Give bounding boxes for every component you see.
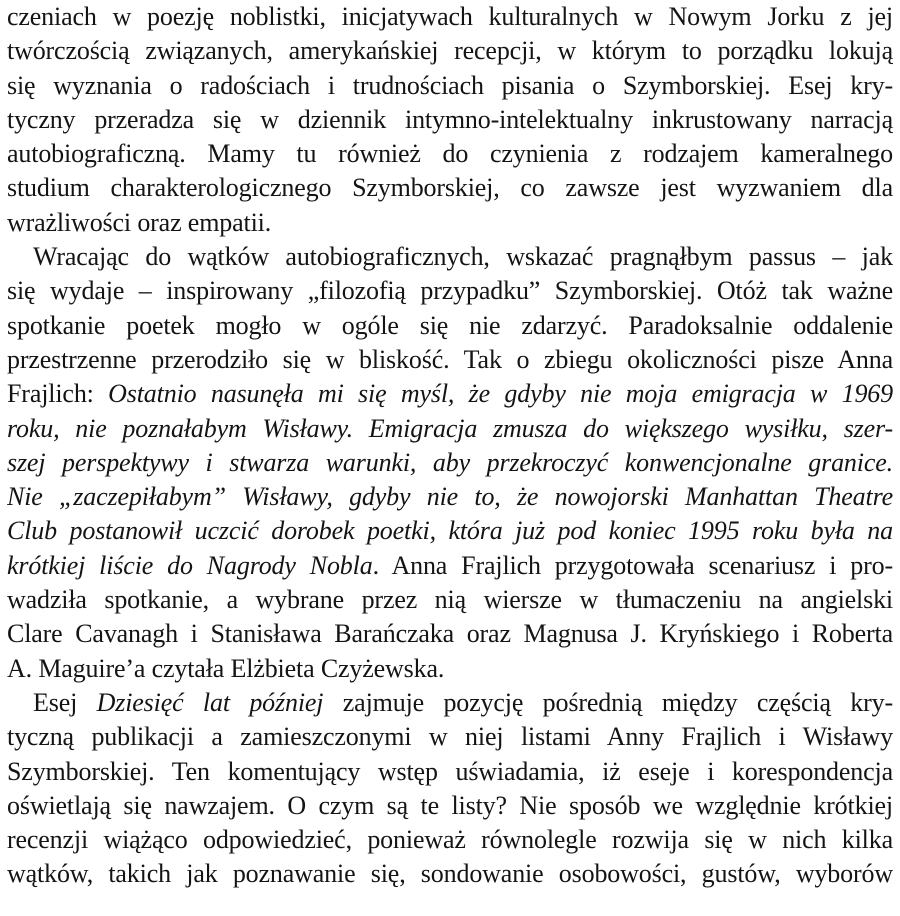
- text-line: oświetlają się nawzajem. O czym są te listy? Nie sposób we względnie krótkiej: [7, 790, 893, 820]
- paragraph-2: [7, 240, 893, 686]
- text-line: [7, 549, 893, 583]
- text-line: Clare Cavanagh i Stanisława Barańczaka oraz Magnusa J. Kryńskiego i Roberta: [7, 619, 893, 649]
- paragraph-3: [7, 686, 893, 892]
- quote-text: Ostatnio nasunęła mi się myśl, że gdyby nie moja emigracja w 1969: [108, 379, 893, 409]
- text-line: recenzji wiążąco odpowiedzieć, ponieważ równolegle rozwija się w nich kilka: [7, 825, 893, 855]
- text-line: tyczną publikacji a zamieszczonymi w niej listami Anny Frajlich i Wisławy: [7, 722, 893, 752]
- quote-text: Nie „zaczepiłabym” Wisławy, gdyby nie to, że nowojorski Manhattan Theatre: [7, 482, 893, 512]
- text-run: Esej: [33, 687, 97, 717]
- quote-text: Club postanowił uczcić dorobek poetki, która już pod koniec 1995 roku była na: [7, 516, 893, 546]
- text-line: [7, 377, 893, 411]
- text-line: się wydaje – inspirowany „filozofią przypadku” Szymborskiej. Otóż tak ważne: [7, 276, 893, 306]
- text-line: tyczny przeradza się w dziennik intymno-intelektualny inkrustowany narracją: [7, 104, 893, 134]
- text-line: A. Maguire’a czytała Elżbieta Czyżewska.: [7, 653, 445, 683]
- text-line: twórczością związanych, amerykańskiej recepcji, w którym to porządku lokują: [7, 36, 893, 66]
- quote-text: krótkiej liście do Nagrody Nobla: [7, 550, 373, 580]
- text-line: wątków, takich jak poznawanie się, sondowanie osobowości, gustów, wyborów: [7, 859, 893, 889]
- text-run: . Anna Frajlich przygotowała scenariusz i pro-: [372, 550, 893, 580]
- text-line: czeniach w poezję noblistki, inicjatywach kulturalnych w Nowym Jorku z jej: [7, 2, 893, 31]
- text-run: zajmuje pozycję pośrednią między częścią kry-: [323, 687, 893, 717]
- quote-text: roku, nie poznałabym Wisławy. Emigracja zmusza do większego wysiłku, szer-: [7, 413, 893, 443]
- essay-title: Dziesięć lat później: [96, 687, 324, 717]
- quote-text: szej perspektywy i stwarza warunki, aby przekroczyć konwencjonalne granice.: [7, 447, 893, 477]
- text-line: [7, 480, 893, 514]
- text-line: się wyznania o radościach i trudnościach pisania o Szymborskiej. Esej kry-: [7, 70, 893, 100]
- text-line: spotkanie poetek mogło w ogóle się nie zdarzyć. Paradoksalnie oddalenie: [7, 310, 893, 340]
- text-line: [7, 514, 893, 548]
- text-line: studium charakterologicznego Szymborskiej, co zawsze jest wyzwaniem dla: [7, 173, 893, 203]
- paragraph-1: [7, 0, 893, 240]
- text-line: przestrzenne przerodziło się w bliskość. Tak o zbiegu okoliczności pisze Anna: [7, 344, 893, 374]
- text-run: Frajlich:: [7, 379, 109, 409]
- document-page: [7, 0, 893, 892]
- text-line: wadziła spotkanie, a wybrane przez nią wiersze w tłumaczeniu na angielski: [7, 585, 893, 615]
- text-line: Szymborskiej. Ten komentujący wstęp uświadamia, iż eseje i korespondencja: [7, 756, 893, 786]
- text-line: Wracając do wątków autobiograficznych, wskazać pragnąłbym passus – jak: [33, 242, 893, 272]
- text-line: wrażliwości oraz empatii.: [7, 207, 272, 237]
- text-line: [7, 412, 893, 446]
- text-line: autobiograficzną. Mamy tu również do czynienia z rodzajem kameralnego: [7, 139, 893, 169]
- text-line: [7, 446, 893, 480]
- text-line: [7, 686, 893, 720]
